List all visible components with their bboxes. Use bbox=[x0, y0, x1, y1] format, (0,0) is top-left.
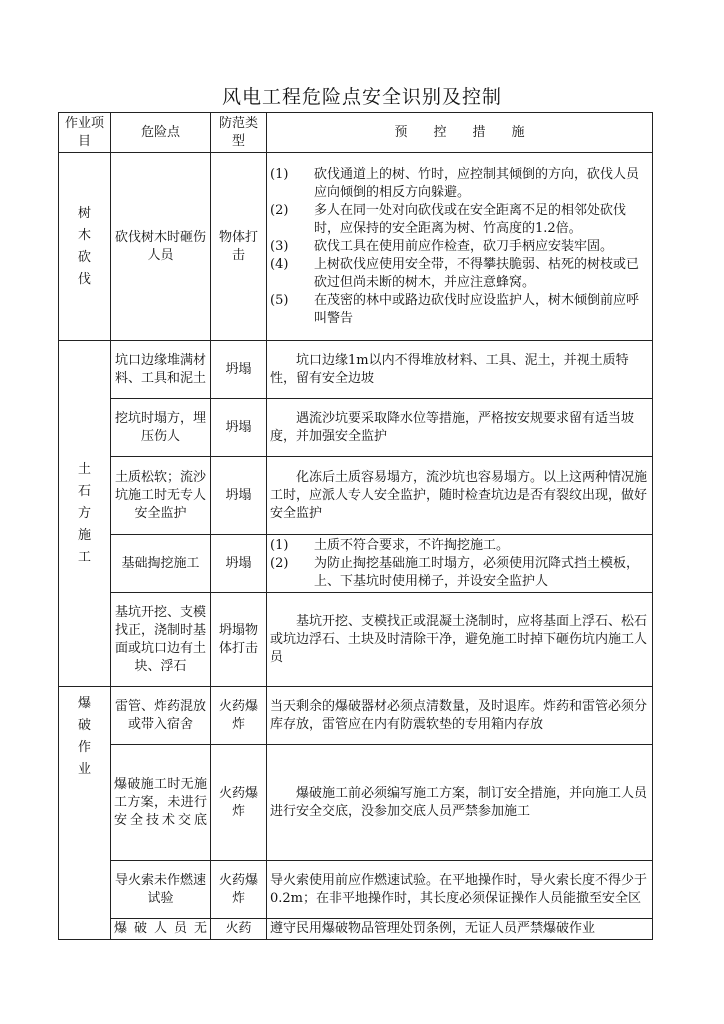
page-title: 风电工程危险点安全识别及控制 bbox=[221, 86, 502, 108]
hazard-cell: 基础掏挖施工 bbox=[111, 535, 211, 593]
header-hazard: 危险点 bbox=[111, 113, 211, 153]
type-cell: 坍塌物体打击 bbox=[211, 593, 267, 687]
hazard-cell: 挖坑时塌方，埋压伤人 bbox=[111, 399, 211, 457]
measures-cell: 遇流沙坑要采取降水位等措施，严格按安规要求留有适当坡度，并加强安全监护 bbox=[267, 399, 653, 457]
measures-cell: 基坑开挖、支模找正或混凝土浇制时，应将基面上浮石、松石或坑边浮石、土块及时清除干净，避免施工时掉下砸伤坑内施工人员 bbox=[267, 593, 653, 687]
table-row bbox=[59, 399, 653, 457]
type-cell: 坍塌 bbox=[211, 535, 267, 593]
header-measures: 预控措施 bbox=[267, 113, 653, 153]
measure-item: (5) 在茂密的林中或路边砍伐时应设监护人，树木倾倒前应呼叫警告 bbox=[270, 292, 640, 326]
measure-item: (1) 砍伐通道上的树、竹时，应控制其倾倒的方向，砍伐人员应向倾倒的相反方向躲避。 bbox=[270, 166, 640, 200]
hazard-cell: 导火索未作燃速试验 bbox=[111, 861, 211, 919]
type-cell: 坍塌 bbox=[211, 457, 267, 535]
type-cell: 火药 bbox=[211, 919, 267, 940]
table-row bbox=[59, 457, 653, 535]
measures-cell: 化冻后土质容易塌方，流沙坑也容易塌方。以上这两种情况施工时，应派人专人安全监护，随时检查坑边是否有裂纹出现，做好安全监护 bbox=[267, 457, 653, 535]
table-row bbox=[59, 341, 653, 399]
hazard-table bbox=[58, 112, 653, 940]
table-row bbox=[59, 153, 653, 341]
measure-item: (3) 砍伐工具在使用前应作检查，砍刀手柄应安装牢固。 bbox=[270, 238, 614, 254]
hazard-cell: 砍伐树木时砸伤人员 bbox=[111, 153, 211, 341]
type-cell: 物体打击 bbox=[211, 153, 267, 341]
measures-cell: 坑口边缘1m以内不得堆放材料、工具、泥土，并视土质特性，留有安全边坡 bbox=[267, 341, 653, 399]
type-cell: 火药爆炸 bbox=[211, 745, 267, 861]
work-item-tree-felling: 树 木 砍 伐 bbox=[59, 153, 111, 341]
type-cell: 火药爆炸 bbox=[211, 687, 267, 745]
measure-item: (2) 为防止掏挖基础施工时塌方，必须使用沉降式挡土模板，上、下基坑时使用梯子，并设安全监护人 bbox=[270, 555, 640, 589]
measures-cell: 爆破施工前必须编写施工方案，制订安全措施，并向施工人员进行安全交底，没参加交底人员严禁参加施工 bbox=[267, 745, 653, 861]
hazard-cell: 坑口边缘堆满材料、工具和泥土 bbox=[111, 341, 211, 399]
work-item-earthwork: 土 石 方 施 工 bbox=[59, 341, 111, 687]
type-cell: 火药爆炸 bbox=[211, 861, 267, 919]
hazard-cell: 土质松软；流沙坑施工时无专人安全监护 bbox=[111, 457, 211, 535]
header-row bbox=[59, 113, 653, 153]
measure-item: (2) 多人在同一处对向砍伐或在安全距离不足的相邻处砍伐时，应保持的安全距离为树、竹高度的1.2倍。 bbox=[270, 202, 627, 236]
hazard-cell: 雷管、炸药混放或带入宿舍 bbox=[111, 687, 211, 745]
measures-cell: 当天剩余的爆破器材必须点清数量，及时退库。炸药和雷管必须分库存放，雷管应在内有防震软垫的专用箱内存放 bbox=[267, 687, 653, 745]
table-row bbox=[59, 593, 653, 687]
hazard-cell: 基坑开挖、支模找正，浇制时基面或坑口边有土块、浮石 bbox=[111, 593, 211, 687]
work-item-blasting: 爆 破 作 业 bbox=[59, 687, 111, 940]
header-work-item: 作业项目 bbox=[59, 113, 111, 153]
hazard-cell: 爆破施工时无施工方案，未进行安全技术交底 bbox=[111, 745, 211, 861]
hazard-cell: 爆破人员无 bbox=[111, 919, 211, 940]
table-row bbox=[59, 535, 653, 593]
type-cell: 坍塌 bbox=[211, 341, 267, 399]
measures-cell: 遵守民用爆破物品管理处罚条例，无证人员严禁爆破作业 bbox=[267, 919, 653, 940]
measures-cell bbox=[267, 153, 653, 341]
table-row bbox=[59, 861, 653, 919]
table-row bbox=[59, 745, 653, 861]
measure-item: (4) 上树砍伐应使用安全带，不得攀扶脆弱、枯死的树枝或已砍过但尚未断的树木，并应注意蜂窝。 bbox=[270, 256, 640, 290]
table-row bbox=[59, 687, 653, 745]
type-cell: 坍塌 bbox=[211, 399, 267, 457]
measures-cell: 导火索使用前应作燃速试验。在平地操作时，导火索长度不得少于0.2m；在非平地操作时，其长度必须保证操作人员能撤至安全区 bbox=[267, 861, 653, 919]
header-prevention-type: 防范类型 bbox=[211, 113, 267, 153]
measure-item: (1) 土质不符合要求，不许掏挖施工。 bbox=[270, 537, 510, 553]
table-row bbox=[59, 919, 653, 940]
measures-cell bbox=[267, 535, 653, 593]
